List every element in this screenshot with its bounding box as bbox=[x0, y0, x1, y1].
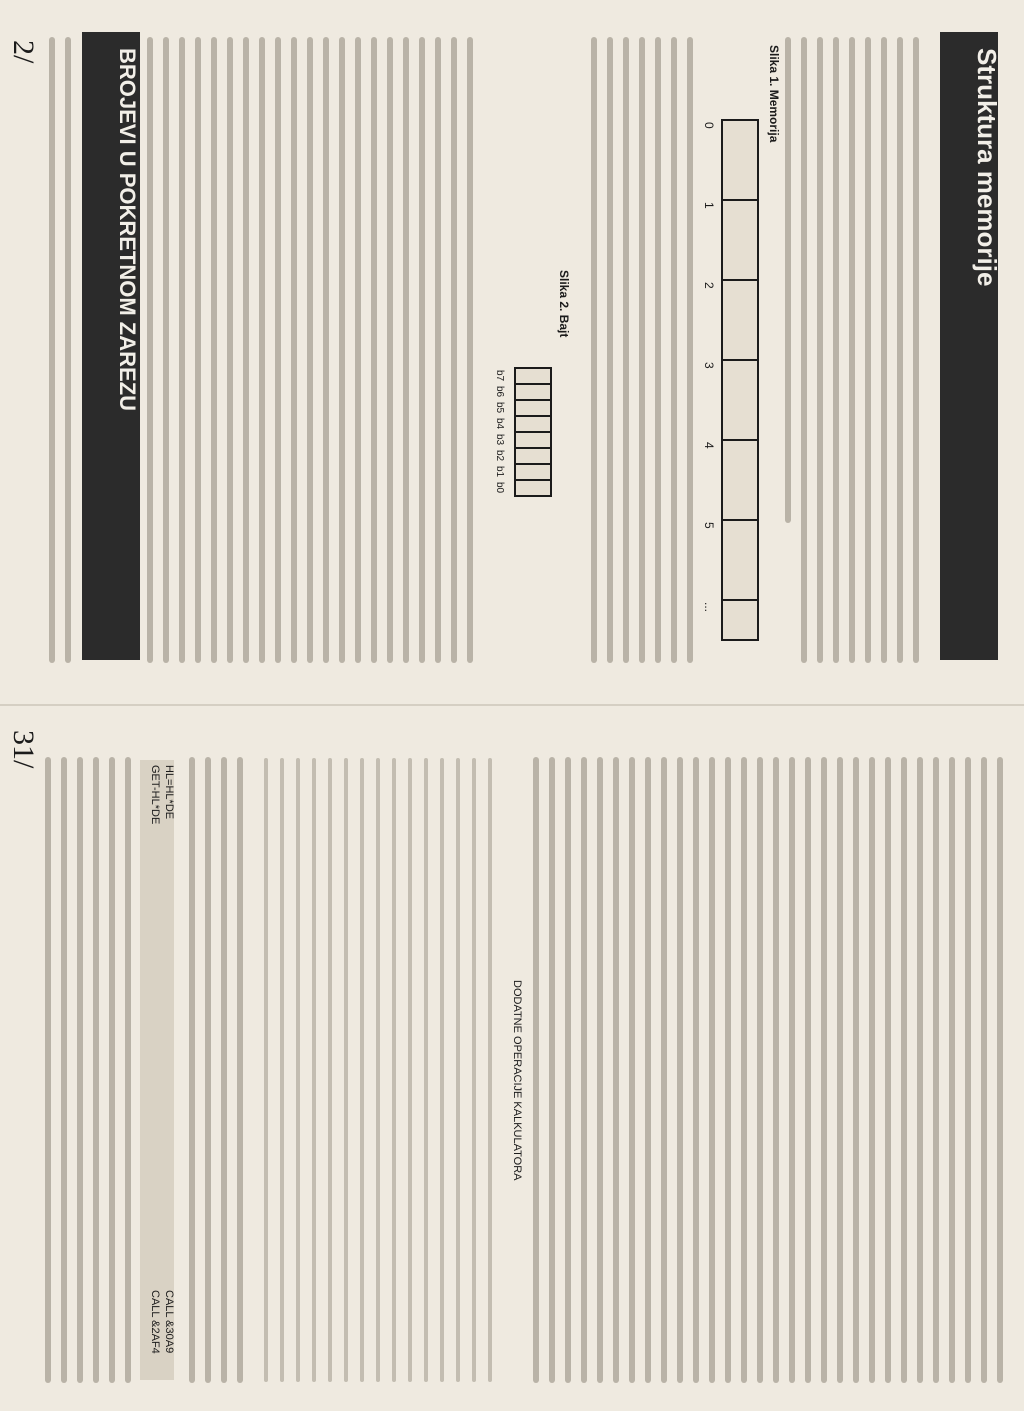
right-page bbox=[7, 730, 1000, 1380]
section2-heading: BROJEVI U POKRETNOM ZAREZU bbox=[115, 48, 140, 412]
left-page-number: 2/ bbox=[7, 40, 40, 64]
figure1-caption: Slika 1. Memorija bbox=[767, 45, 781, 143]
memory-address-5: 5 bbox=[702, 522, 716, 529]
listing-line-1-left: HL=HL*DE bbox=[163, 765, 175, 820]
memory-address-1: 1 bbox=[702, 202, 716, 209]
bit-label-b2: b2 bbox=[494, 450, 505, 462]
memory-address-3: 3 bbox=[702, 362, 716, 369]
bit-label-b0: b0 bbox=[494, 482, 505, 494]
page-heading: Struktura memorije bbox=[972, 48, 1002, 287]
operations-table bbox=[266, 760, 490, 1380]
left-page bbox=[7, 32, 1002, 660]
memory-strip-body bbox=[722, 120, 758, 640]
memory-address-0: 0 bbox=[702, 122, 716, 129]
byte-figure bbox=[494, 368, 551, 496]
figure2-caption: Slika 2. Bajt bbox=[557, 270, 571, 338]
memory-address-4: 4 bbox=[702, 442, 716, 449]
bit-label-b1: b1 bbox=[494, 466, 505, 478]
bit-label-b5: b5 bbox=[494, 402, 505, 414]
table-title: DODATNE OPERACIJE KALKULATORA bbox=[511, 980, 523, 1181]
bit-label-b3: b3 bbox=[494, 434, 505, 446]
body-text-block-lower bbox=[150, 40, 690, 660]
listing-strip bbox=[140, 760, 174, 1380]
listing-line-2-left: GET-HL*DE bbox=[149, 765, 161, 825]
memory-address-ellipsis: ... bbox=[702, 602, 716, 613]
right-text-block bbox=[536, 760, 1000, 1380]
section2-text bbox=[52, 40, 68, 660]
memory-strip bbox=[702, 120, 758, 640]
bit-label-b6: b6 bbox=[494, 386, 505, 398]
right-text-block-3 bbox=[48, 760, 128, 1380]
bit-label-b7: b7 bbox=[494, 370, 505, 382]
right-text-block-2 bbox=[192, 760, 240, 1380]
memory-address-2: 2 bbox=[702, 282, 716, 289]
body-text-block bbox=[788, 40, 916, 660]
right-page-number: 31/ bbox=[7, 730, 40, 769]
listing-line-1-right: CALL &30A9 bbox=[163, 1290, 175, 1354]
bit-label-b4: b4 bbox=[494, 418, 505, 430]
listing-line-2-right: CALL &2AF4 bbox=[149, 1290, 161, 1354]
